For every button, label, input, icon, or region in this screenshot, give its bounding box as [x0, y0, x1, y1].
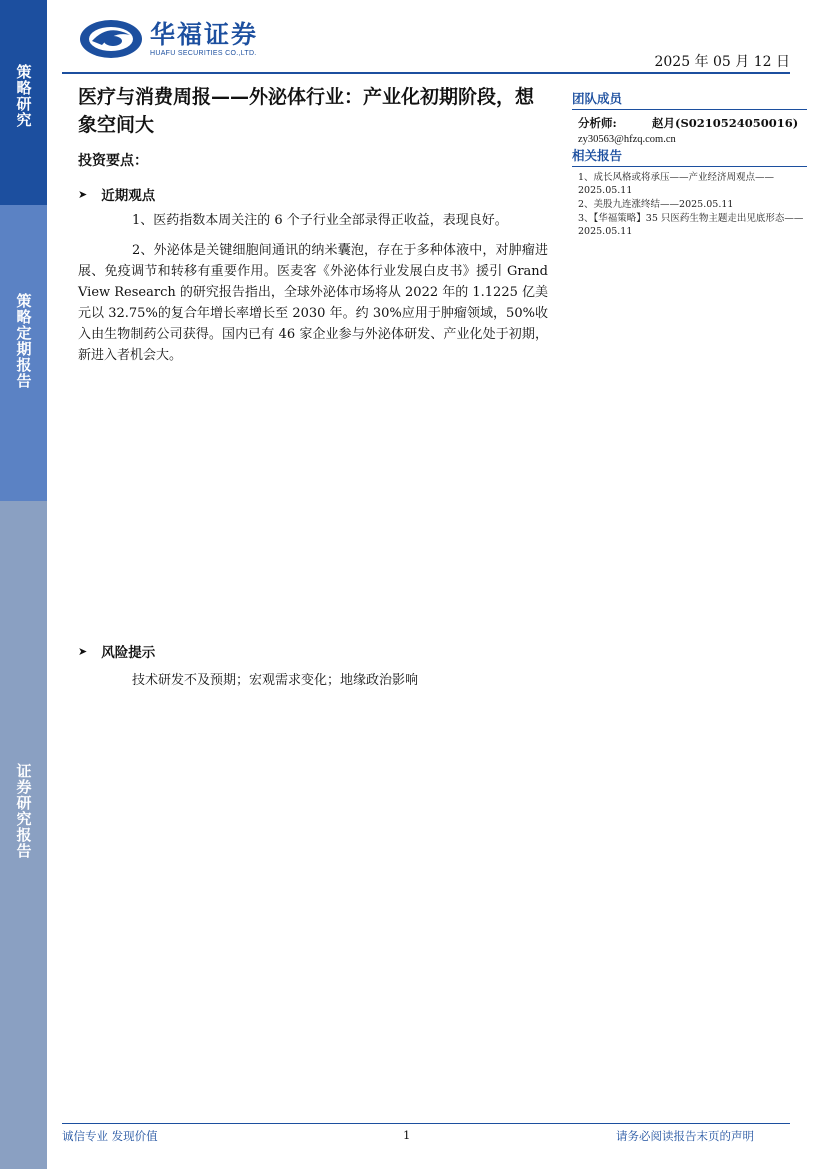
related-reports-section — [572, 146, 807, 238]
side-band-label: 策略研究 — [14, 64, 33, 128]
footer-disclaimer: 请务必阅读报告末页的声明 — [616, 1129, 754, 1143]
arrow-bullet-icon: ➤ — [78, 187, 88, 201]
analyst-row — [572, 115, 807, 131]
company-logo — [78, 17, 258, 61]
arrow-bullet-icon: ➤ — [78, 644, 88, 658]
analyst-email[interactable]: zy30563@hfzq.com.cn — [578, 134, 676, 145]
related-report-item[interactable]: 1、成长风格或将承压——产业经济周观点——2025.05.11 — [578, 172, 775, 196]
recent-view-heading — [78, 184, 155, 204]
header-divider — [62, 72, 790, 74]
key-points-title: 投资要点： — [78, 153, 148, 169]
footer-divider — [62, 1123, 790, 1124]
logo-english-name: HUAFU SECURITIES CO.,LTD. — [150, 50, 257, 57]
recent-view-label: 近期观点 — [101, 188, 156, 204]
risk-heading — [78, 641, 155, 661]
logo-emblem-icon — [78, 17, 144, 61]
paragraph-2: 2、外泌体是关键细胞间通讯的纳米囊泡，存在于多种体液中，对肿瘤进展、免疫调节和转移有重要作用。医麦客《外泌体行业发展白皮书》援引 Grand View Research 的研究报告指出，全球外泌体市场将从 2022 年的 1.1225 亿美元以 32.75%的复合年增长率增长至 2030 年。约 30%应用于肿瘤领域，50%收入由生物制药公司获得。国内已有 46 家企业参与外泌体研发、产业化处于初期，新进入者机会大。 — [78, 243, 548, 363]
page-number: 1 — [403, 1128, 411, 1142]
side-band — [0, 0, 47, 1169]
team-section — [572, 89, 807, 145]
report-date: 2025 年 05 月 12 日 — [654, 54, 790, 70]
logo-chinese-name: 华福证券 — [150, 20, 259, 49]
related-heading: 相关报告 — [572, 146, 807, 167]
risk-text: 技术研发不及预期；宏观需求变化；地缘政治影响 — [132, 673, 419, 688]
related-report-item[interactable]: 2、美股九连涨终结——2025.05.11 — [578, 199, 734, 210]
side-band-label: 策略定期报告 — [14, 293, 33, 389]
side-band-periodic — [0, 205, 47, 501]
paragraph-1: 1、医药指数本周关注的 6 个子行业全部录得正收益，表现良好。 — [132, 213, 508, 228]
side-band-strategy — [0, 0, 47, 205]
report-title: 医疗与消费周报——外泌体行业：产业化初期阶段，想象空间大 — [78, 86, 535, 136]
side-band-securities — [0, 501, 47, 1169]
team-heading: 团队成员 — [572, 89, 807, 110]
footer-slogan: 诚信专业 发现价值 — [62, 1129, 158, 1143]
related-report-item[interactable]: 3、【华福策略】35 只医药生物主题走出见底形态——2025.05.11 — [578, 213, 804, 237]
risk-label: 风险提示 — [101, 645, 156, 661]
analyst-name: 赵月(S0210524050016) — [652, 116, 799, 130]
analyst-label: 分析师: — [578, 116, 617, 130]
side-band-label: 证券研究报告 — [14, 763, 33, 859]
